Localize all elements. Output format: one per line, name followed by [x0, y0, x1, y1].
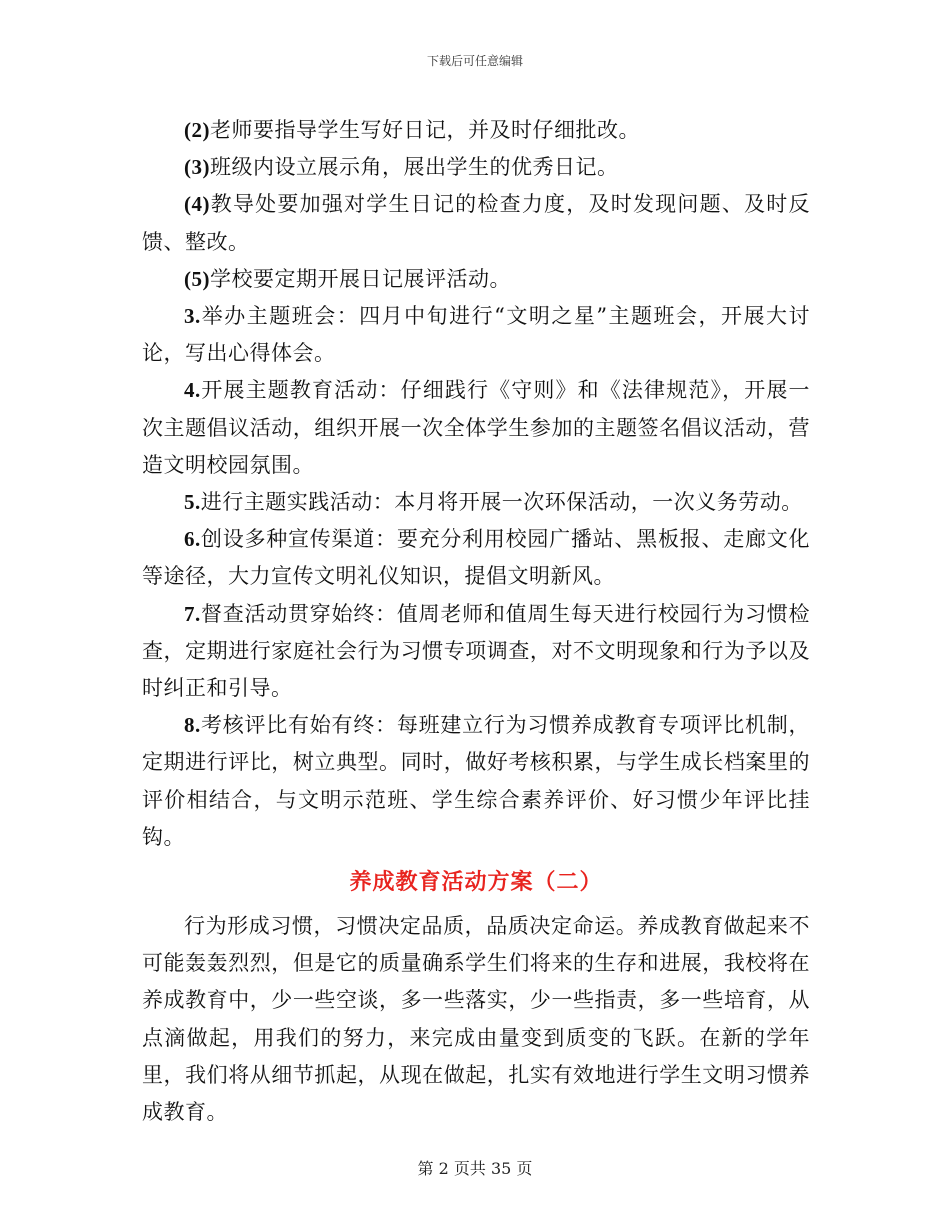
item-number: (5) [184, 266, 210, 291]
item-text: 举办主题班会：四月中旬进行“文明之星”主题班会，开展大讨论，写出心得体会。 [142, 304, 810, 366]
item-number: 5. [184, 490, 201, 515]
intro-paragraph: 行为形成习惯，习惯决定品质，品质决定命运。养成教育做起来不可能轰轰烈烈，但是它的质量确系学生们将来的生存和进展，我校将在养成教育中，少一些空谈，多一些落实，少一些指责，多一些培育，从点滴做起，用我们的努力，来完成由量变到质变的飞跃。在新的学年里，我们将从细节抓起，从现在做起，扎实有效地进行学生文明习惯养成教育。 [142, 914, 810, 1125]
list-item [142, 596, 810, 708]
item-text: 考核评比有始有终：每班建立行为习惯养成教育专项评比机制，定期进行评比，树立典型。同时，做好考核积累，与学生成长档案里的评价相结合，与文明示范班、学生综合素养评价、好习惯少年评比挂钩。 [142, 713, 810, 849]
section-title: 养成教育活动方案（二） [349, 869, 603, 896]
item-number: 4. [184, 378, 201, 403]
list-item [142, 112, 810, 149]
item-text: 学校要定期开展日记展评活动。 [210, 266, 511, 291]
item-number: (4) [184, 192, 210, 217]
page-footer: 第 2 页共 35 页 [417, 1159, 533, 1178]
list-item [142, 149, 810, 186]
item-text: 老师要指导学生写好日记，并及时仔细批改。 [210, 118, 640, 142]
item-number: (3) [184, 155, 210, 180]
item-text: 创设多种宣传渠道：要充分利用校园广播站、黑板报、走廊文化等途径，大力宣传文明礼仪知识，提倡文明新风。 [142, 527, 810, 589]
item-text: 督查活动贯穿始终：值周老师和值周生每天进行校园行为习惯检查，定期进行家庭社会行为习惯专项调查，对不文明现象和行为予以及时纠正和引导。 [142, 601, 810, 701]
item-text: 开展主题教育活动：仔细践行《守则》和《法律规范》，开展一次主题倡议活动，组织开展一次全体学生参加的主题签名倡议活动，营造文明校园氛围。 [142, 378, 810, 477]
item-number: 3. [184, 304, 201, 329]
page-header: 下载后可任意编辑 [426, 54, 523, 68]
item-text: 进行主题实践活动：本月将开展一次环保活动，一次义务劳动。 [200, 490, 803, 515]
item-text: 班级内设立展示角，展出学生的优秀日记。 [210, 155, 619, 180]
list-item [142, 298, 810, 372]
list-item [142, 484, 810, 521]
item-text: 教导处要加强对学生日记的检查力度，及时发现问题、及时反馈、整改。 [142, 192, 810, 254]
document-body [142, 112, 810, 1131]
list-item [142, 707, 810, 856]
list-item [142, 372, 810, 484]
item-number: 6. [184, 527, 201, 552]
item-number: 7. [184, 601, 201, 626]
list-item [142, 261, 810, 298]
item-number: 8. [184, 713, 201, 738]
list-item [142, 186, 810, 260]
item-number: (2) [184, 118, 210, 142]
list-item [142, 521, 810, 595]
